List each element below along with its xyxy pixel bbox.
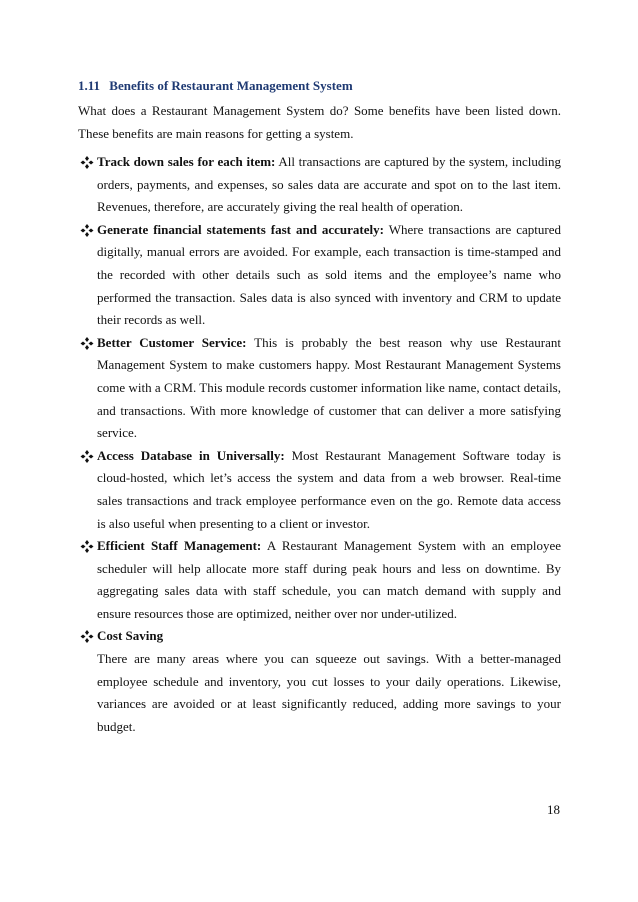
section-title: Benefits of Restaurant Management System <box>109 78 353 93</box>
benefit-text <box>97 445 561 535</box>
page-number: 18 <box>547 802 560 817</box>
diamond-bullet-icon <box>80 446 94 467</box>
section-number: 1.11 <box>78 78 101 93</box>
list-item <box>78 151 561 219</box>
benefit-text <box>97 219 561 332</box>
diamond-bullet-icon <box>80 536 94 557</box>
section-heading <box>78 78 353 94</box>
benefit-title: Cost Saving <box>97 628 164 644</box>
benefits-list <box>78 151 561 738</box>
intro-paragraph: What does a Restaurant Management System do? Some benefits have been listed down. These benefits are main reasons for getting a system. <box>78 103 561 141</box>
benefit-title: Better Customer Service: <box>97 334 247 350</box>
diamond-bullet-icon <box>80 333 94 354</box>
benefit-text <box>97 535 561 625</box>
benefit-body: Most Restaurant Management Software today is cloud-hosted, which let’s access the system and data from a web browser. Real-time sales transactions and track employee performance even on the go. Remote data access is also useful when presenting to a client or investor. <box>97 447 561 531</box>
list-item <box>78 535 561 625</box>
benefit-title: Access Database in Universally: <box>97 447 285 463</box>
benefit-body: All transactions are captured by the system, including orders, payments, and expenses, so sales data are accurate and spot on to the last item. Revenues, therefore, are accurately giving the real health of operation. <box>97 154 561 215</box>
benefit-text <box>97 625 561 738</box>
diamond-bullet-icon <box>80 152 94 173</box>
benefit-body: There are many areas where you can squeeze out savings. With a better-managed employee schedule and inventory, you cut losses to your daily operations. Likewise, variances are avoided or at least significantly reduced, adding more savings to your budget. <box>97 651 561 734</box>
list-item <box>78 332 561 445</box>
benefit-body: This is probably the best reason why use Restaurant Management System to make customers happy. Most Restaurant Management Systems come with a CRM. This module records customer information like name, contact details, and transactions. With more knowledge of customer that can deliver a more satisfying service. <box>97 334 562 441</box>
benefit-body: A Restaurant Management System with an employee scheduler will help allocate more staff during peak hours and less on downtime. By aggregating sales data with staff schedule, you can match demand with supply and ensure resources those are optimized, neither over nor under-utilized. <box>97 538 561 621</box>
benefit-title: Generate financial statements fast and accurately: <box>97 221 384 237</box>
benefit-title: Efficient Staff Management: <box>97 538 262 554</box>
benefit-text <box>97 332 561 445</box>
diamond-bullet-icon <box>80 220 94 241</box>
benefit-text <box>97 151 561 219</box>
list-item <box>78 219 561 332</box>
benefit-body: Where transactions are captured digitally, manual errors are avoided. For example, each transaction is time-stamped and the recorded with other details such as sold items and the employee’s name who performed the transaction. Sales data is also synced with inventory and CRM to update their records as well. <box>97 221 561 328</box>
list-item <box>78 625 561 738</box>
benefit-title: Track down sales for each item: <box>97 154 276 169</box>
diamond-bullet-icon <box>80 626 94 647</box>
list-item <box>78 445 561 535</box>
